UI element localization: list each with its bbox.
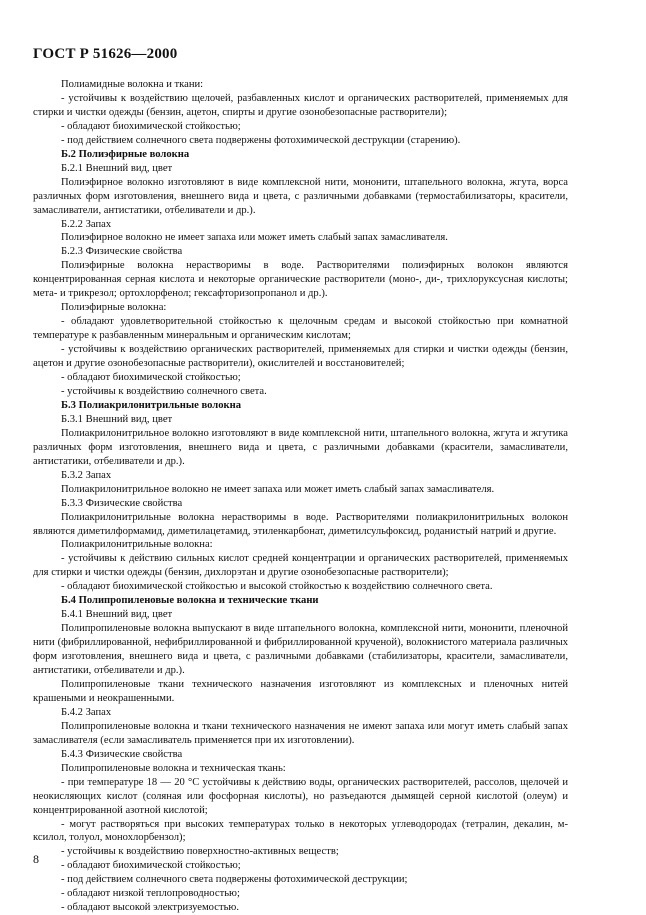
paragraph: Полиакрилонитрильные волокна: (61, 539, 213, 551)
paragraph: Полипропиленовые ткани технического назначения изготовляют из комплексных и пленочных нитей крашеными и неокрашенными. (33, 678, 568, 704)
paragraph: - обладают биохимической стойкостью; (61, 120, 241, 132)
paragraph: - устойчивы к воздействию щелочей, разбавленных кислот и органических растворителей, применяемых для стирки и чистки одежды (бензин, ацетон, спирты и другие озонобезопасные растворители); (33, 92, 568, 118)
paragraph: - устойчивы к воздействию органических растворителей, применяемых для стирки и чистки одежды (бензин, ацетон и другие озонобезопасные растворители), окислителей и восстановителей; (33, 344, 568, 370)
paragraph: Полиэфирные волокна: (61, 302, 167, 314)
paragraph: - устойчивы к воздействию поверхностно-активных веществ; (61, 846, 339, 858)
paragraph: Б.2.1 Внешний вид, цвет (61, 162, 173, 174)
section-heading: Б.3 Полиакрилонитрильные волокна (61, 399, 242, 411)
paragraph: Б.3.1 Внешний вид, цвет (61, 413, 173, 425)
paragraph: - устойчивы к действию сильных кислот средней концентрации и органических растворителей, применяемых для стирки и чистки одежды (бензин, дихлорэтан и другие озонобезопасные растворители); (33, 553, 568, 579)
paragraph: Б.3.2 Запах (61, 469, 112, 481)
section-heading: Б.2 Полиэфирные волокна (61, 148, 190, 160)
paragraph: Полиамидные волокна и ткани: (61, 79, 204, 90)
paragraph: Полипропиленовые волокна и ткани технического назначения не имеют запаха или могут иметь слабый запах замасливателя (если замасливатель применяется при их изготовлении). (33, 720, 568, 746)
paragraph: Б.4.2 Запах (61, 706, 112, 718)
paragraph: - обладают биохимической стойкостью и высокой стойкостью к воздействию солнечного света. (61, 581, 493, 593)
paragraph: Полиакрилонитрильные волокна нерастворимы в воде. Растворителями полиакрилонитрильных волокон являются диметилформамид, диметилацетамид, этиленкарбонат, диметилсульфоксид, роданистый натрий и другие. (33, 511, 568, 537)
paragraph: - обладают биохимической стойкостью; (61, 860, 241, 872)
paragraph: - под действием солнечного света подвержены фотохимической деструкции (старению). (61, 134, 461, 146)
page-header: ГОСТ Р 51626—2000 (33, 46, 178, 62)
paragraph: - обладают низкой теплопроводностью; (61, 888, 240, 900)
paragraph: Полипропиленовые волокна и техническая ткань: (61, 762, 286, 774)
paragraph: Полиэфирное волокно изготовляют в виде комплексной нити, мононити, штапельного волокна, жгута, ворса различных форм изготовления, внешнего вида и цвета, с различными добавками (термостабилизаторы, красители, замасливатели, антистатики, отбеливатели и др.). (33, 176, 568, 216)
paragraph: Полиакрилонитрильное волокно изготовляют в виде комплексной нити, штапельного волокна, жгута и жгутика различных форм изготовления, внешнего вида и цвета, с различными добавками (красители, замасливатели, антистатики, отбеливатели и др.). (33, 427, 568, 467)
paragraph: Полиэфирное волокно не имеет запаха или может иметь слабый запах замасливателя. (61, 232, 448, 244)
paragraph: Б.4.3 Физические свойства (61, 748, 183, 760)
paragraph: - обладают удовлетворительной стойкостью к щелочным средам и высокой стойкостью при комнатной температуре к разбавленным минеральным и органическим кислотам; (33, 316, 568, 342)
paragraph: Полипропиленовые волокна выпускают в виде штапельного волокна, комплексной нити, мононити, пленочной нити (фибриллированной, нефибриллированной и фибриллированной крученой), волокнистого материала различных форм изготовления, внешнего вида и цвета, с различными добавками (стабилизаторы, красители, замасливатели, антистатики, отбеливатели и др.). (33, 623, 568, 677)
paragraph: - под действием солнечного света подвержены фотохимической деструкции; (61, 874, 408, 886)
paragraph: - обладают биохимической стойкостью; (61, 372, 241, 384)
paragraph: Полиакрилонитрильное волокно не имеет запаха или может иметь слабый запах замасливателя. (61, 483, 495, 495)
paragraph: Б.4.1 Внешний вид, цвет (61, 609, 173, 621)
paragraph: - могут растворяться при высоких температурах только в некоторых углеводородах (тетралин, декалин, м-ксилол, толуол, монохлорбензол); (33, 818, 568, 844)
page-content (33, 78, 568, 915)
paragraph: Полиэфирные волокна нерастворимы в воде. Растворителями полиэфирных волокон являются концентрированная серная кислота и некоторые органические растворители (моно-, ди-, трихлоруксусная кислоты; мета- и трикрезол; ортохлорфенол; гексафторизопропанол и др.). (33, 260, 568, 300)
paragraph: - устойчивы к воздействию солнечного света. (61, 385, 267, 397)
page-number: 8 (33, 852, 39, 866)
section-heading: Б.4 Полипропиленовые волокна и технические ткани (61, 595, 319, 607)
paragraph: Б.3.3 Физические свойства (61, 497, 183, 509)
paragraph: Б.2.2 Запах (61, 218, 112, 230)
paragraph: - при температуре 18 — 20 °С устойчивы к действию воды, органических растворителей, рассолов, щелочей и неокисляющих кислот (соляная или фосфорная кислоты), но разъедаются дымящей серной кислотой (олеум) и концентрированной азотной кислотой; (33, 776, 568, 816)
paragraph: Б.2.3 Физические свойства (61, 246, 183, 258)
paragraph: - обладают высокой электризуемостью. (61, 902, 239, 914)
